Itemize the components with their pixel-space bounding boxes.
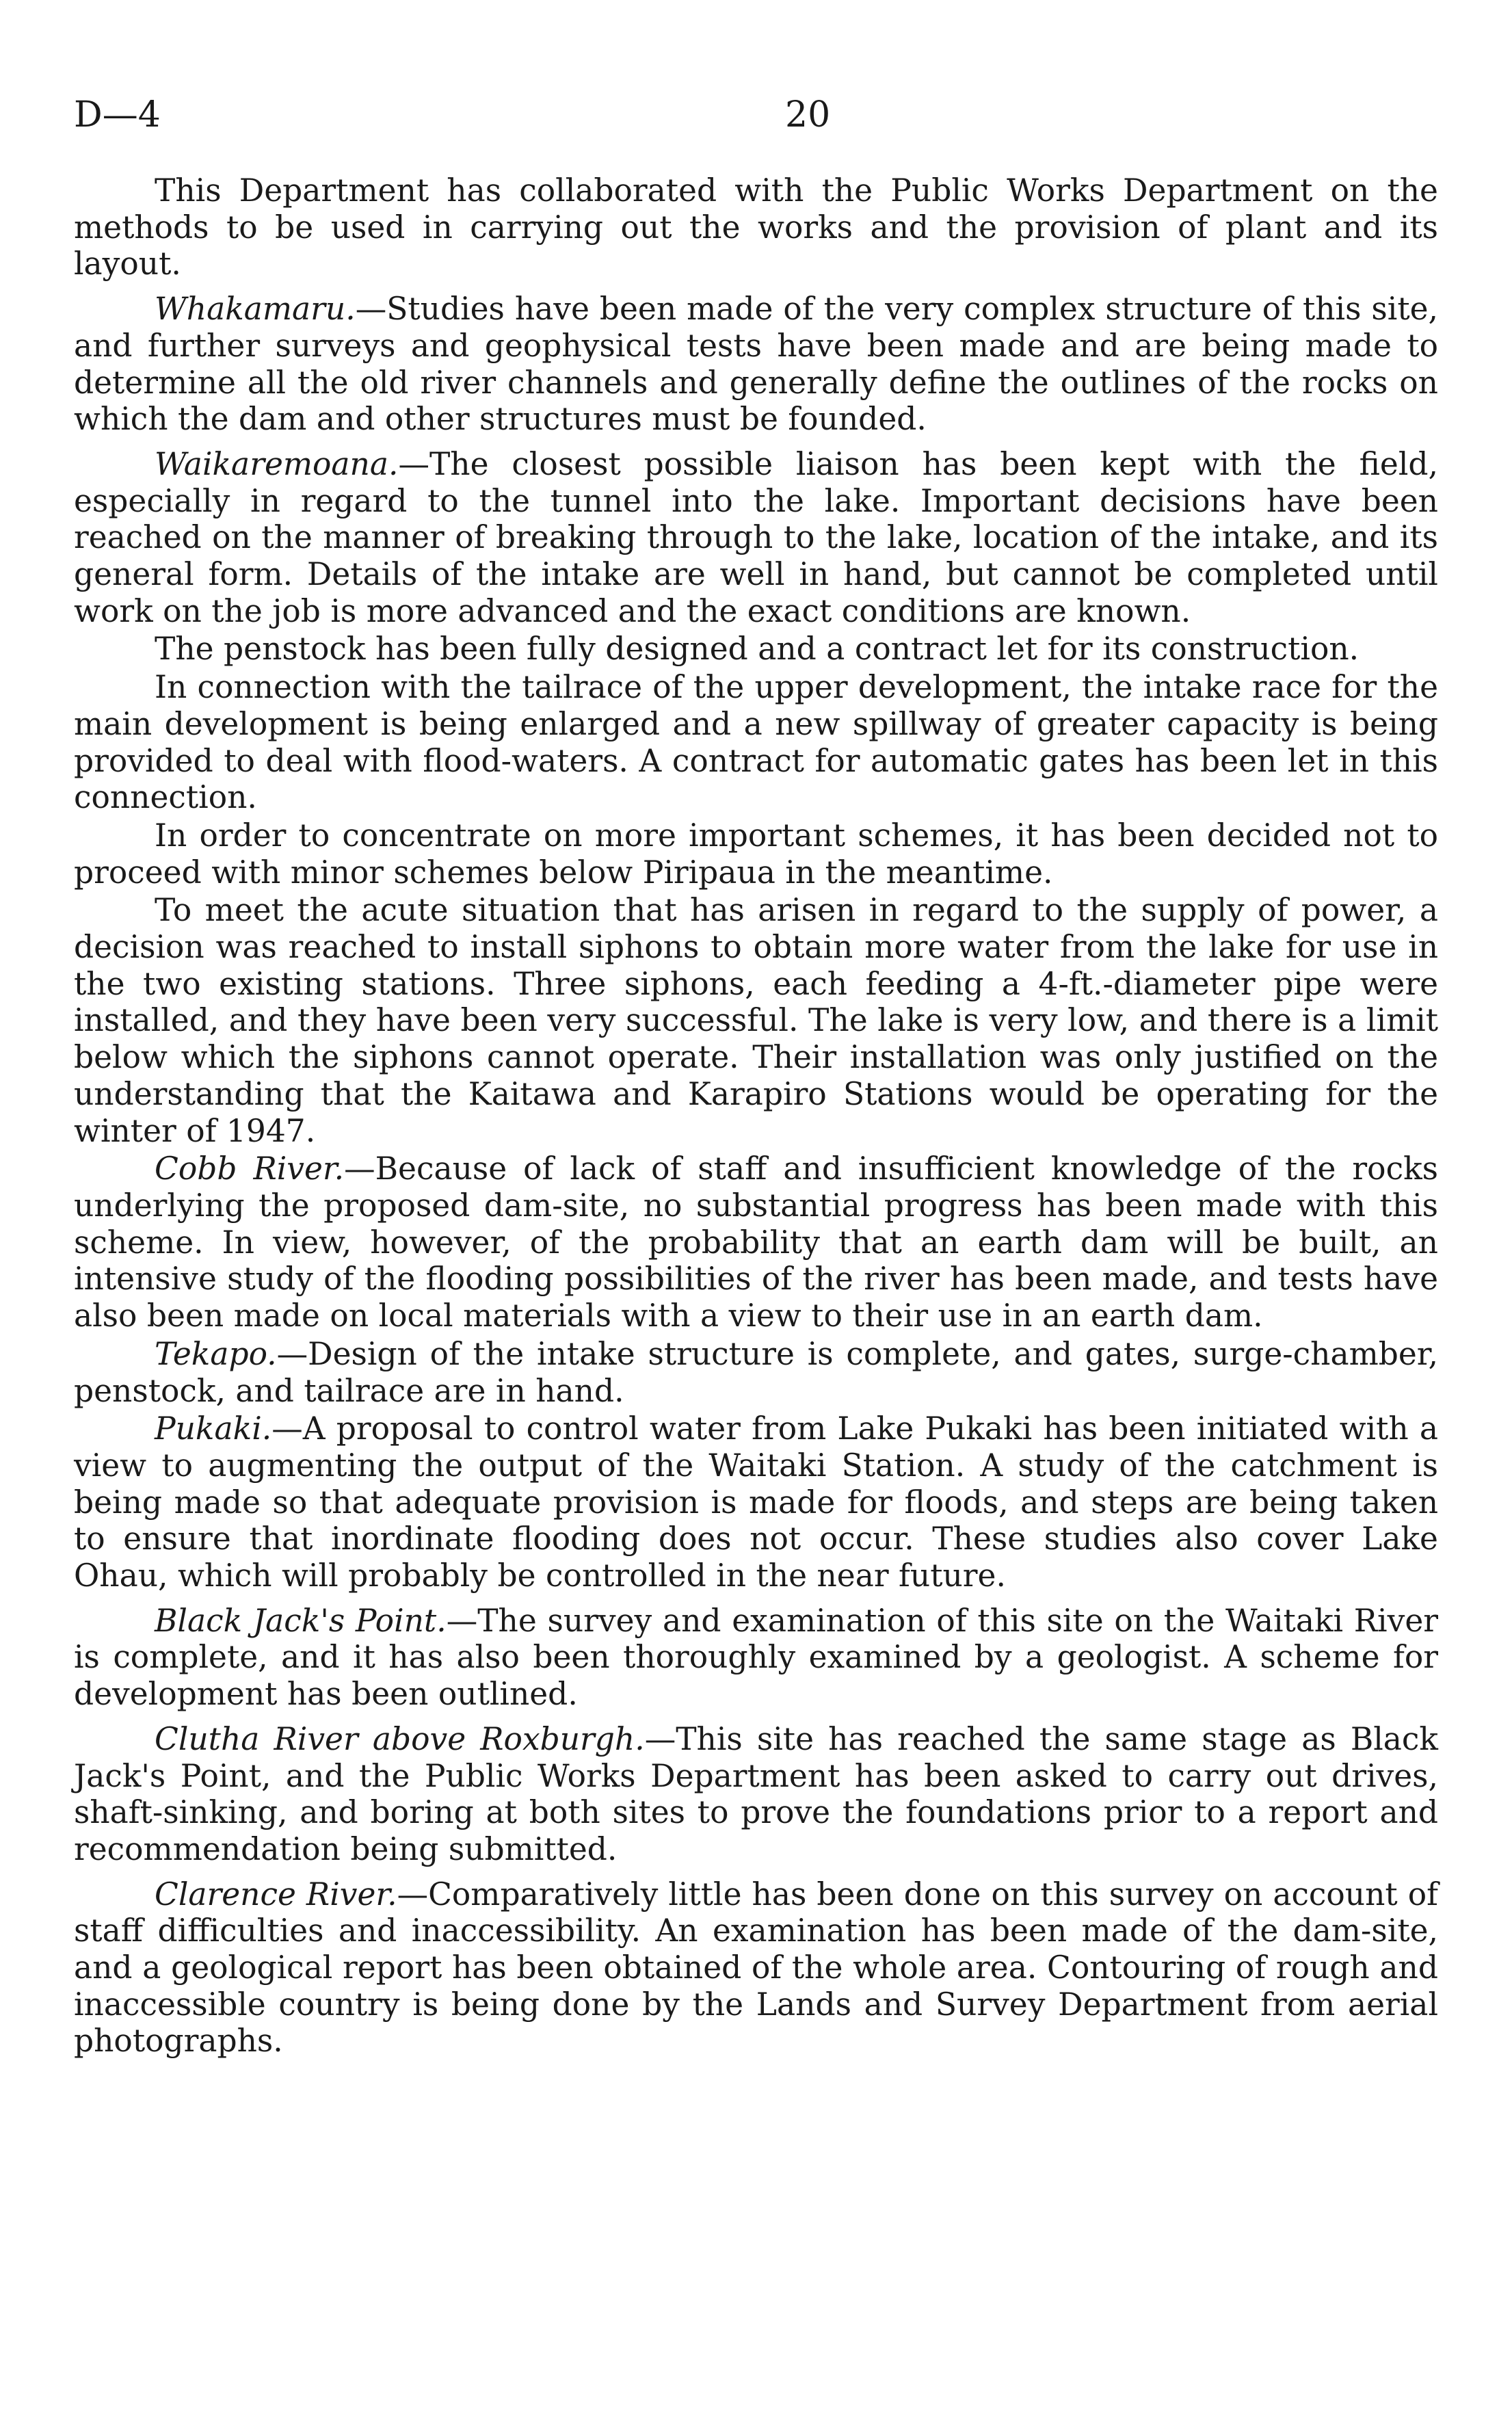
site-name: Pukaki. xyxy=(155,1410,272,1447)
paragraph-clarence-river xyxy=(74,1876,1438,2060)
paragraph-intro xyxy=(74,172,1438,282)
paragraph-clutha-river xyxy=(74,1721,1438,1868)
paragraph-minor-schemes xyxy=(74,817,1438,891)
paragraph-text: —This site has reached the same stage as Black Jack's Point, and the Public Works Department has been asked to carry out drives, shaft-sinking, and boring at both sites to prove the foundations prior to a report and recommendation being submitted. xyxy=(74,1720,1438,1867)
site-name: Whakamaru. xyxy=(155,291,356,328)
paragraph-text: —A proposal to control water from Lake Pukaki has been initiated with a view to augmenting the output of the Waitaki Station. A study of the catchment is being made so that adequate provision is made for floods, and steps are being taken to ensure that inordinate flooding does not occur. These studies also cover Lake Ohau, which will probably be controlled in the near future. xyxy=(74,1410,1438,1594)
paragraph-text: —Because of lack of staff and insufficient knowledge of the rocks underlying the proposed dam-site, no substantial progress has been made with this scheme. In view, however, of the probability that an earth dam will be built, an intensive study of the flooding possibilities of the river has been made, and tests have also been made on local materials with a view to their use in an earth dam. xyxy=(74,1151,1438,1335)
paragraph-penstock xyxy=(74,631,1438,668)
paragraph-text: This Department has collaborated with the Public Works Department on the methods to be used in carrying out the works and the provision of plant and its layout. xyxy=(74,172,1438,282)
site-name: Waikaremoana. xyxy=(155,445,399,482)
paragraph-text: —Studies have been made of the very complex structure of this site, and further surveys and geophysical tests have been made and are being made to determine all the old river channels and generally define the outlines of the rocks on which the dam and other structures must be founded. xyxy=(74,291,1438,438)
paragraph-tailrace xyxy=(74,669,1438,816)
site-name: Tekapo. xyxy=(155,1335,277,1372)
paragraph-black-jacks-point xyxy=(74,1603,1438,1713)
paragraph-text: In connection with the tailrace of the upper development, the intake race for the main development is being enlarged and a new spillway of greater capacity is being provided to deal with flood-waters. A contract for automatic gates has been let in this connection. xyxy=(74,669,1438,816)
paragraph-text: In order to concentrate on more important schemes, it has been decided not to proceed with minor schemes below Piripaua in the meantime. xyxy=(74,817,1438,891)
paragraph-text: —The closest possible liaison has been kept with the field, especially in regard to the tunnel into the lake. Important decisions have been reached on the manner of breaking through to the lake, location of the intake, and its general form. Details of the intake are well in hand, but cannot be completed until work on the job is more advanced and the exact conditions are known. xyxy=(74,445,1438,629)
paragraph-pukaki xyxy=(74,1410,1438,1594)
paragraph-siphons xyxy=(74,892,1438,1149)
page-number: 20 xyxy=(785,94,831,135)
paragraph-text: The penstock has been fully designed and a contract let for its construction. xyxy=(155,631,1360,668)
site-name: Cobb River. xyxy=(155,1151,345,1187)
paragraph-waikaremoana xyxy=(74,446,1438,630)
body-text xyxy=(74,172,1438,2060)
paragraph-text: —Design of the intake structure is complete, and gates, surge-chamber, penstock, and tailrace are in hand. xyxy=(74,1335,1438,1409)
site-name: Black Jack's Point. xyxy=(155,1602,447,1639)
paragraph-cobb-river xyxy=(74,1151,1438,1335)
paragraph-tekapo xyxy=(74,1336,1438,1409)
paragraph-text: —Comparatively little has been done on this survey on account of staff difficulties and inaccessibility. An examination has been made of the dam-site, and a geological report has been obtained of the whole area. Contouring of rough and inaccessible country is being done by the Lands and Survey Department from aerial photographs. xyxy=(74,1876,1438,2060)
page-header xyxy=(74,88,1438,142)
site-name: Clutha River above Roxburgh. xyxy=(155,1720,645,1757)
paragraph-text: —The survey and examination of this site on the Waitaki River is complete, and it has also been thoroughly examined by a geologist. A scheme for development has been outlined. xyxy=(74,1602,1438,1713)
report-reference: D—4 xyxy=(74,94,161,135)
paragraph-text: To meet the acute situation that has arisen in regard to the supply of power, a decision was reached to install siphons to obtain more water from the lake for use in the two existing stations. Three siphons, each feeding a 4-ft.-diameter pipe were installed, and they have been very successful. The lake is very low, and there is a limit below which the siphons cannot operate. Their installation was only justified on the understanding that the Kaitawa and Karapiro Stations would be operating for the winter of 1947. xyxy=(74,892,1438,1149)
site-name: Clarence River. xyxy=(155,1876,397,1913)
paragraph-whakamaru xyxy=(74,291,1438,438)
